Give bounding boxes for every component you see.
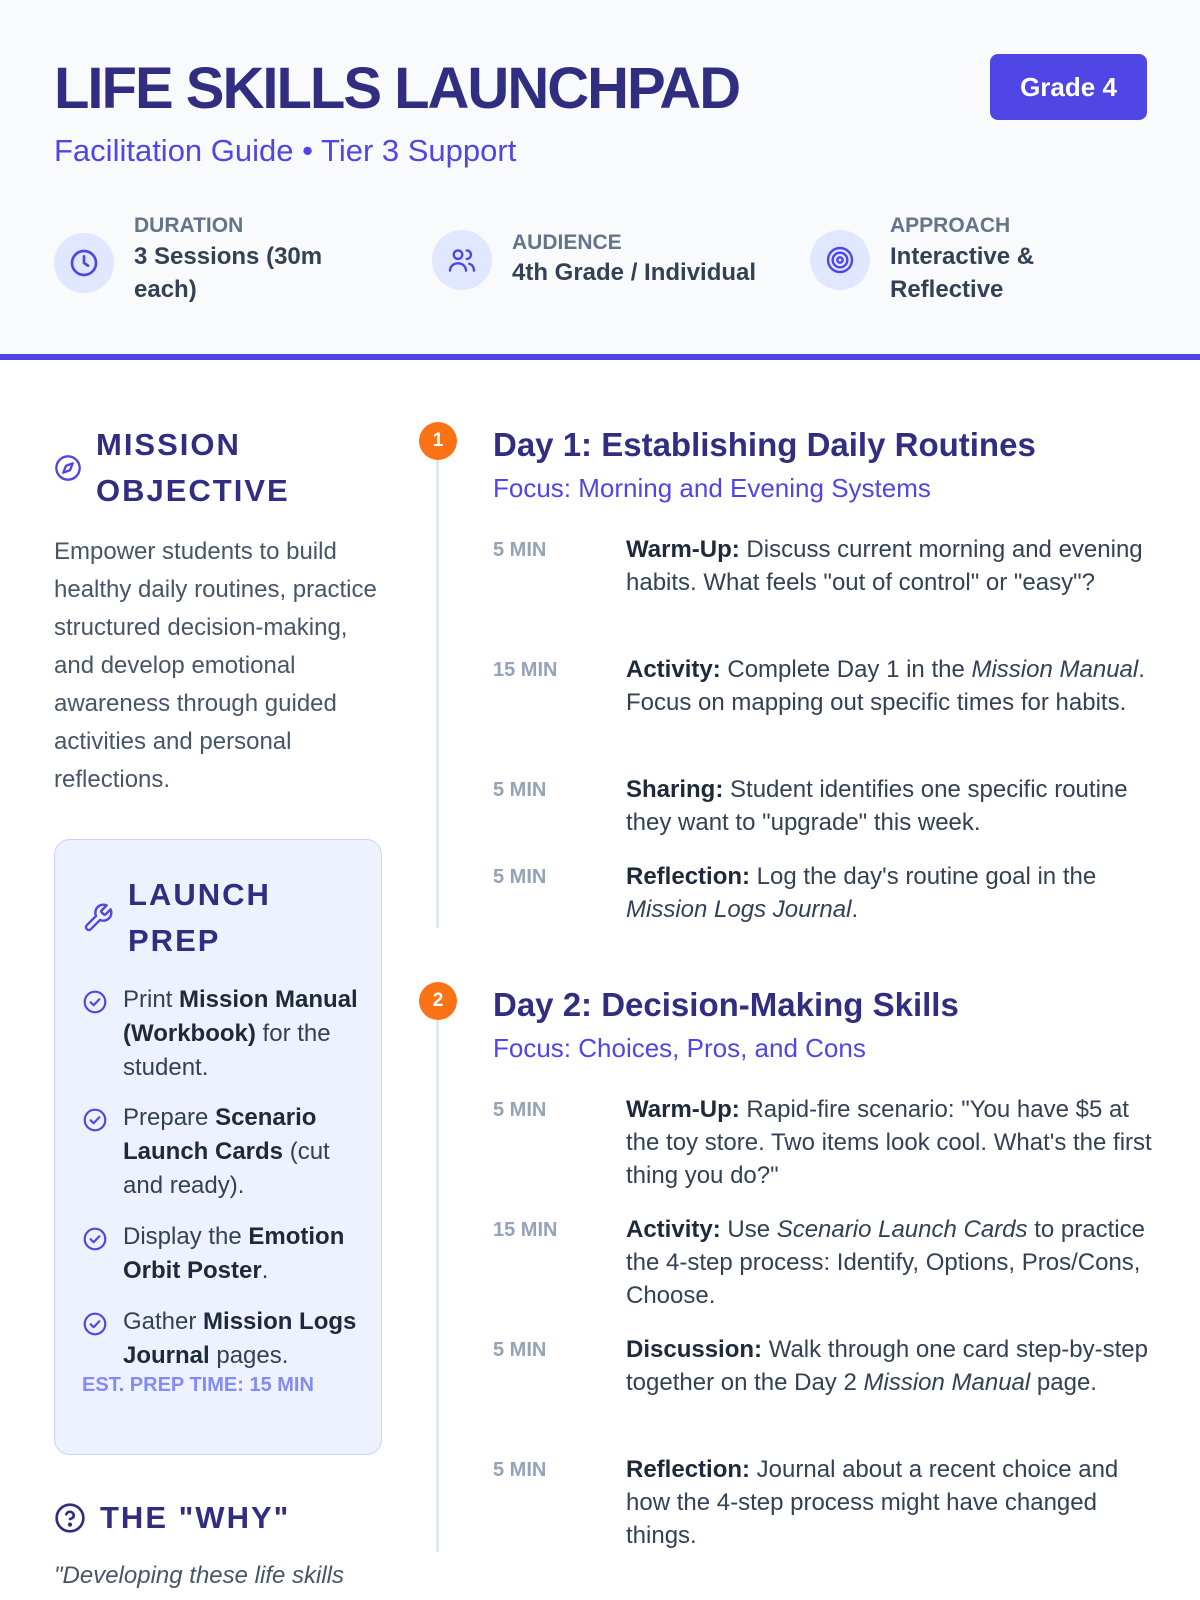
meta-approach	[810, 208, 1150, 308]
objective-text: Empower students to build healthy daily routines, practice structured decision-making, and develop emotional awareness through guided activities and personal reflections.	[54, 538, 377, 793]
page-title: LIFE SKILLS LAUNCHPAD	[54, 56, 740, 121]
meta-value: 3 Sessions (30m each)	[134, 243, 323, 303]
question-circle-icon	[54, 1502, 86, 1534]
day-focus: Focus: Morning and Evening Systems	[493, 473, 931, 503]
section-title: LAUNCH PREP	[128, 877, 271, 958]
activity-time: 5 MIN	[493, 1339, 547, 1361]
day-number-badge: 2	[419, 982, 457, 1020]
day-number-badge: 1	[419, 422, 457, 460]
timeline-line	[436, 1000, 439, 1552]
day-title: Day 2: Decision-Making Skills	[493, 986, 959, 1023]
prep-item-text: Gather Mission Logs Journal pages.	[123, 1308, 357, 1369]
meta-value: Interactive & Reflective	[890, 243, 1035, 303]
activity-description: Warm-Up: Discuss current morning and evening habits. What feels "out of control" or "easy"?	[626, 536, 1143, 596]
meta-label: DURATION	[134, 214, 244, 237]
check-circle-icon	[82, 1226, 109, 1288]
prep-item-text: Print Mission Manual (Workbook) for the student.	[123, 986, 358, 1081]
launch-prep-box	[54, 839, 382, 1455]
prep-item	[82, 1220, 362, 1288]
target-icon	[810, 230, 870, 290]
activity-time: 15 MIN	[493, 659, 558, 681]
prep-time: EST. PREP TIME: 15 MIN	[82, 1374, 314, 1396]
meta-value: 4th Grade / Individual	[512, 259, 757, 286]
page-header	[0, 0, 1200, 360]
prep-item	[82, 1101, 362, 1203]
activity-description: Discussion: Walk through one card step-by-step together on the Day 2 Mission Manual page.	[626, 1336, 1148, 1396]
why-quote: "Developing these life skills	[54, 1562, 344, 1589]
page-subtitle: Facilitation Guide • Tier 3 Support	[54, 133, 517, 168]
check-circle-icon	[82, 1107, 109, 1203]
users-icon	[432, 230, 492, 290]
timeline-line	[436, 440, 439, 928]
section-title: THE "WHY"	[100, 1500, 291, 1535]
grade-badge: Grade 4	[990, 54, 1147, 120]
meta-label: AUDIENCE	[512, 231, 622, 254]
section-title: MISSION OBJECTIVE	[96, 427, 290, 508]
clock-icon	[54, 233, 114, 293]
meta-duration	[54, 208, 374, 308]
activity-description: Activity: Use Scenario Launch Cards to practice the 4-step process: Identify, Options, Pros/Cons, Choose.	[626, 1216, 1145, 1309]
check-circle-icon	[82, 1311, 109, 1373]
activity-description: Reflection: Journal about a recent choice and how the 4-step process might have changed things.	[626, 1456, 1119, 1549]
wrench-icon	[82, 902, 114, 934]
activity-description: Activity: Complete Day 1 in the Mission Manual. Focus on mapping out specific times for habits.	[626, 656, 1145, 716]
meta-audience	[432, 208, 772, 308]
prep-item-text: Display the Emotion Orbit Poster.	[123, 1223, 345, 1284]
activity-time: 5 MIN	[493, 866, 547, 888]
activity-description: Reflection: Log the day's routine goal in the Mission Logs Journal.	[626, 863, 1097, 923]
compass-icon	[54, 454, 82, 482]
activity-time: 5 MIN	[493, 539, 547, 561]
prep-item	[82, 983, 362, 1085]
meta-label: APPROACH	[890, 214, 1011, 237]
why-heading	[54, 1495, 374, 1541]
activity-time: 5 MIN	[493, 779, 547, 801]
prep-item-text: Prepare Scenario Launch Cards (cut and ready).	[123, 1104, 330, 1199]
activity-description: Sharing: Student identifies one specific routine they want to "upgrade" this week.	[626, 776, 1128, 836]
activity-description: Warm-Up: Rapid-fire scenario: "You have $5 at the toy store. Two items look cool. What's the first thing you do?"	[626, 1096, 1152, 1189]
activity-time: 5 MIN	[493, 1099, 547, 1121]
objective-heading	[54, 422, 354, 514]
day-focus: Focus: Choices, Pros, and Cons	[493, 1033, 866, 1063]
prep-heading	[82, 872, 342, 964]
day-title: Day 1: Establishing Daily Routines	[493, 426, 1036, 463]
activity-time: 5 MIN	[493, 1459, 547, 1481]
prep-item	[82, 1305, 362, 1373]
check-circle-icon	[82, 989, 109, 1085]
activity-time: 15 MIN	[493, 1219, 558, 1241]
